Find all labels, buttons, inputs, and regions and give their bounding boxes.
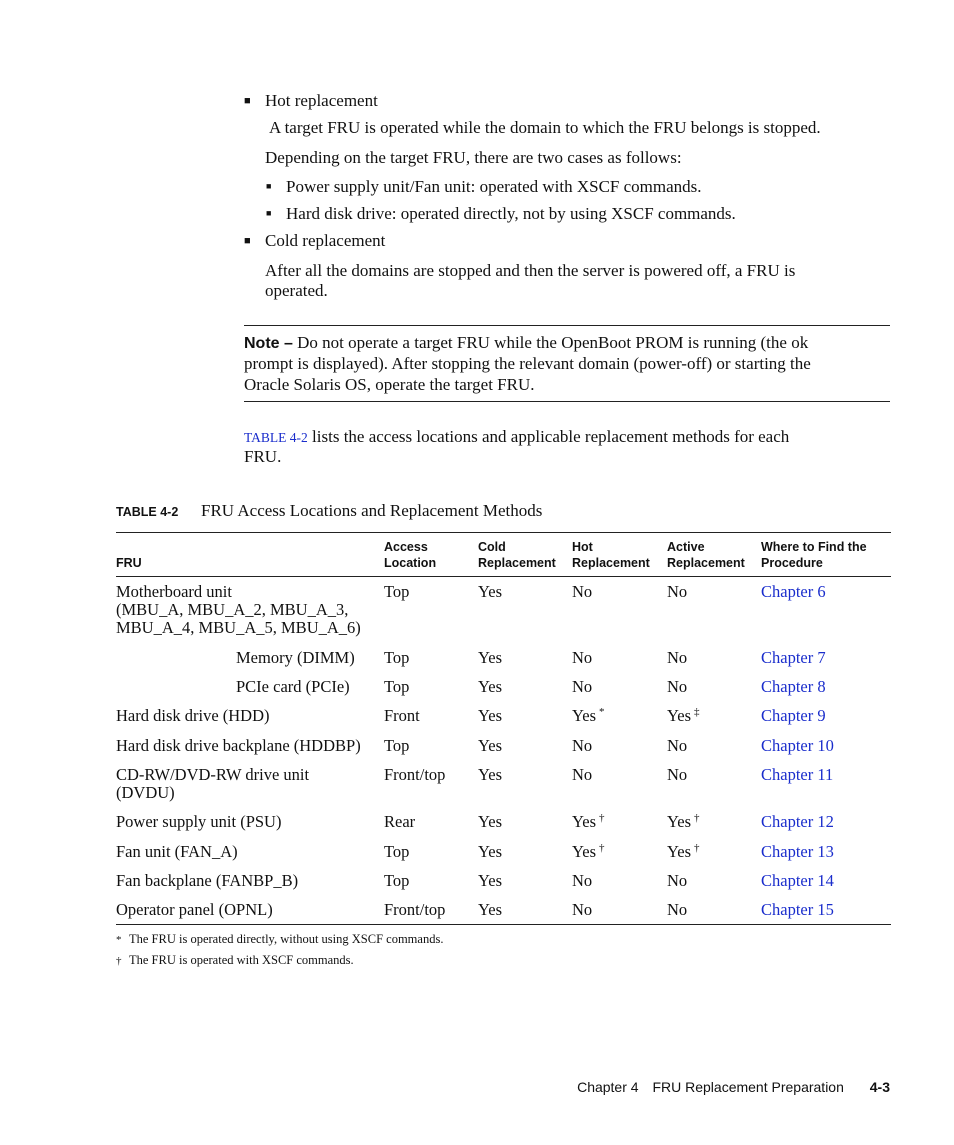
fru-cell: Fan backplane (FANBP_B)	[116, 871, 299, 890]
note-text-1: Do not operate a target FRU while the OpenBoot PROM is running (the ok	[297, 333, 809, 352]
cold-cell: Yes	[478, 842, 503, 861]
hot-cell: Yes †	[572, 812, 605, 831]
fru-cell: Fan unit (FAN_A)	[116, 842, 238, 861]
access-cell: Top	[384, 871, 410, 890]
table-caption: FRU Access Locations and Replacement Methods	[201, 501, 543, 520]
footnote: † The FRU is operated with XSCF commands.	[116, 953, 354, 967]
active-cell: No	[667, 900, 688, 919]
access-cell: Front/top	[384, 900, 446, 919]
hot-replacement-label: Hot replacement	[265, 91, 378, 110]
chapter-link[interactable]: Chapter 11	[761, 765, 834, 784]
bullet-square-icon: ■	[244, 235, 251, 247]
hot-cases-intro: Depending on the target FRU, there are two cases as follows:	[265, 148, 682, 167]
bullet-square-icon: ■	[244, 95, 251, 107]
table-ref-link[interactable]: TABLE 4-2	[244, 430, 308, 445]
footer-chapter: Chapter 4	[577, 1079, 639, 1095]
header-active: Active Replacement	[667, 540, 745, 570]
access-cell: Top	[384, 677, 410, 696]
chapter-link[interactable]: Chapter 12	[761, 812, 834, 831]
table-top-rule	[116, 532, 891, 533]
access-cell: Top	[384, 582, 410, 601]
table-ref-line-2: FRU.	[244, 447, 282, 466]
cold-replacement-label: Cold replacement	[265, 231, 386, 250]
header-cold: Cold Replacement	[478, 540, 556, 570]
fru-cell: Motherboard unit (MBU_A, MBU_A_2, MBU_A_3, MBU_A_4, MBU_A_5, MBU_A_6)	[116, 582, 361, 637]
header-fru: FRU	[116, 556, 142, 570]
hot-case-2: Hard disk drive: operated directly, not by using XSCF commands.	[286, 204, 736, 223]
cold-cell: Yes	[478, 765, 503, 784]
active-cell: No	[667, 765, 688, 784]
hot-cell: No	[572, 582, 593, 601]
hot-cell: No	[572, 736, 593, 755]
active-cell: No	[667, 582, 688, 601]
fru-cell: CD-RW/DVD-RW drive unit (DVDU)	[116, 765, 310, 802]
note-top-rule	[244, 325, 890, 326]
access-cell: Top	[384, 648, 410, 667]
table-bottom-rule	[116, 924, 891, 925]
note-line-1	[244, 332, 808, 354]
hot-cell: Yes *	[572, 706, 605, 725]
hot-cell: Yes †	[572, 842, 605, 861]
footnote: * The FRU is operated directly, without using XSCF commands.	[116, 932, 444, 946]
header-where: Where to Find the Procedure	[761, 540, 867, 570]
cold-replacement-desc-1: After all the domains are stopped and then the server is powered off, a FRU is	[265, 261, 796, 280]
cold-cell: Yes	[478, 812, 503, 831]
table-number: TABLE 4-2	[116, 505, 179, 519]
chapter-link[interactable]: Chapter 10	[761, 736, 834, 755]
active-cell: Yes †	[667, 842, 700, 861]
active-cell: Yes ‡	[667, 706, 700, 725]
chapter-link[interactable]: Chapter 9	[761, 706, 826, 725]
chapter-link[interactable]: Chapter 8	[761, 677, 826, 696]
chapter-link[interactable]: Chapter 7	[761, 648, 826, 667]
fru-cell: Operator panel (OPNL)	[116, 900, 273, 919]
page-footer	[577, 1079, 890, 1095]
hot-case-1: Power supply unit/Fan unit: operated with XSCF commands.	[286, 177, 702, 196]
hot-cell: No	[572, 900, 593, 919]
active-cell: No	[667, 648, 688, 667]
header-access: Access Location	[384, 540, 437, 570]
cold-replacement-desc-2: operated.	[265, 281, 328, 300]
fru-cell: Hard disk drive backplane (HDDBP)	[116, 736, 361, 755]
cold-cell: Yes	[478, 736, 503, 755]
footer-title: FRU Replacement Preparation	[652, 1079, 844, 1095]
access-cell: Top	[384, 736, 410, 755]
cold-cell: Yes	[478, 900, 503, 919]
sub-bullet-square-icon: ■	[266, 208, 272, 218]
access-cell: Top	[384, 842, 410, 861]
cold-cell: Yes	[478, 582, 503, 601]
sub-bullet-square-icon: ■	[266, 181, 272, 191]
table-ref-text: lists the access locations and applicable replacement methods for each	[307, 427, 790, 446]
header-hot: Hot Replacement	[572, 540, 650, 570]
hot-cell: No	[572, 871, 593, 890]
hot-replacement-desc: A target FRU is operated while the domain to which the FRU belongs is stopped.	[269, 118, 821, 137]
active-cell: No	[667, 677, 688, 696]
active-cell: No	[667, 871, 688, 890]
hot-cell: No	[572, 677, 593, 696]
access-cell: Front/top	[384, 765, 446, 784]
active-cell: Yes †	[667, 812, 700, 831]
chapter-link[interactable]: Chapter 15	[761, 900, 834, 919]
chapter-link[interactable]: Chapter 13	[761, 842, 834, 861]
fru-cell: Hard disk drive (HDD)	[116, 706, 270, 725]
note-bottom-rule	[244, 401, 890, 402]
table-ref-line-1	[244, 426, 789, 448]
note-line-2: prompt is displayed). After stopping the relevant domain (power-off) or starting the	[244, 354, 811, 373]
cold-cell: Yes	[478, 677, 503, 696]
active-cell: No	[667, 736, 688, 755]
note-label: Note –	[244, 335, 293, 352]
hot-cell: No	[572, 648, 593, 667]
footer-page-number: 4-3	[869, 1079, 890, 1095]
cold-cell: Yes	[478, 871, 503, 890]
chapter-link[interactable]: Chapter 6	[761, 582, 826, 601]
fru-cell: Power supply unit (PSU)	[116, 812, 282, 831]
cold-cell: Yes	[478, 648, 503, 667]
fru-cell: PCIe card (PCIe)	[236, 677, 350, 696]
access-cell: Rear	[384, 812, 416, 831]
cold-cell: Yes	[478, 706, 503, 725]
note-line-3: Oracle Solaris OS, operate the target FRU.	[244, 375, 535, 394]
table-header-rule	[116, 576, 891, 577]
fru-cell: Memory (DIMM)	[236, 648, 355, 667]
chapter-link[interactable]: Chapter 14	[761, 871, 834, 890]
hot-cell: No	[572, 765, 593, 784]
access-cell: Front	[384, 706, 420, 725]
